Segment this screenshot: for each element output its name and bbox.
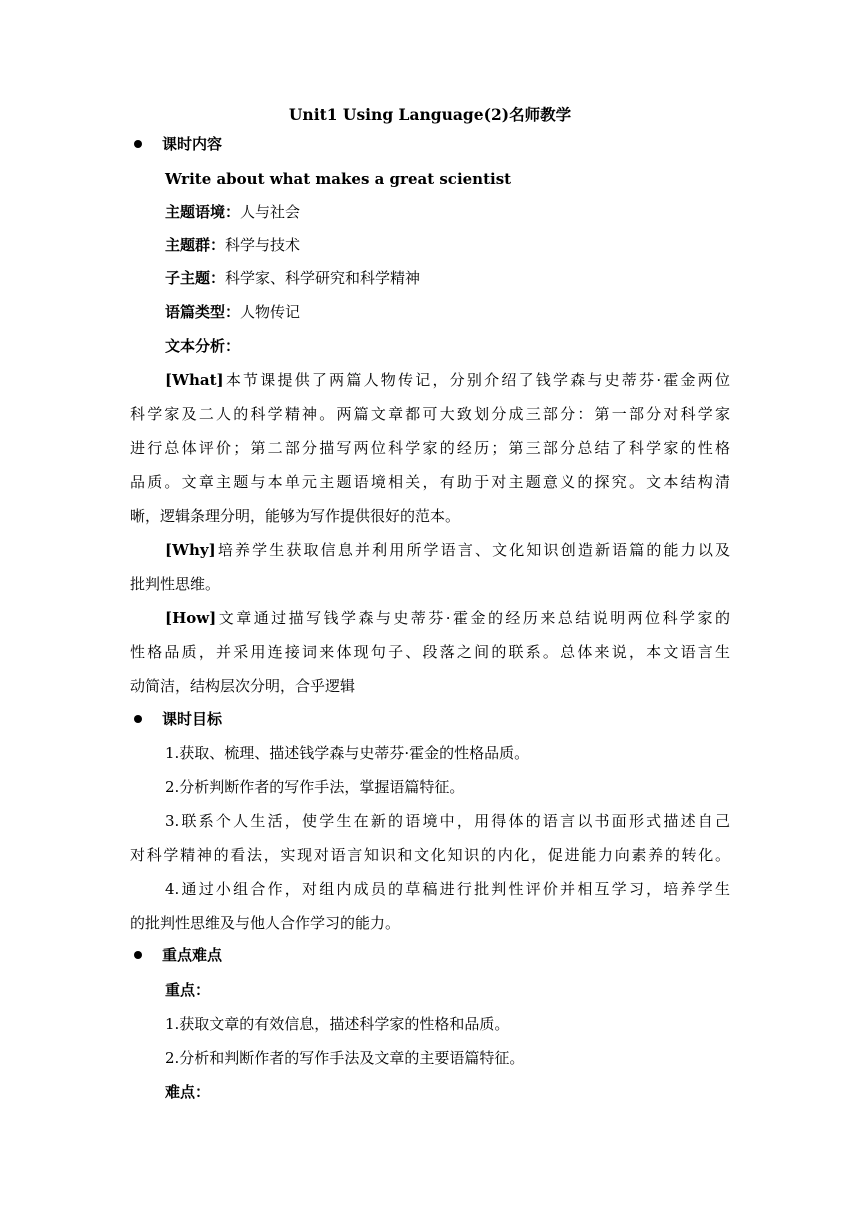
topic-subtitle: Write about what makes a great scientist	[165, 170, 512, 188]
goal-item-cont: 的批判性思维及与他人合作学习的能力。	[130, 914, 401, 932]
bullet-icon	[134, 140, 142, 148]
field-subtheme	[165, 267, 730, 289]
analysis-label: 文本分析：	[165, 337, 241, 355]
goal-item: 2.分析判断作者的写作手法，掌握语篇特征。	[165, 778, 465, 796]
how-paragraph-line: 性格品质，并采用连接词来体现句子、段落之间的联系。总体来说，本文语言生	[130, 643, 730, 661]
why-tag: [Why]	[165, 541, 216, 559]
difficulty-label: 难点：	[165, 1083, 211, 1101]
goal-item: 3.联系个人生活，使学生在新的语境中，用得体的语言以书面形式描述自己	[165, 812, 730, 830]
paragraph-text: 文章通过描写钱学森与史蒂芬·霍金的经历来总结说明两位科学家的	[216, 609, 730, 627]
field-value: 人与社会	[240, 203, 301, 221]
what-tag: [What]	[165, 371, 224, 389]
why-paragraph-line: 批判性思维。	[130, 575, 221, 593]
bullet-icon	[134, 951, 142, 959]
goal-item: 4.通过小组合作，对组内成员的草稿进行批判性评价并相互学习，培养学生	[165, 880, 730, 898]
field-value: 科学与技术	[225, 236, 301, 254]
field-value: 人物传记	[240, 303, 301, 321]
field-label: 子主题：	[165, 269, 226, 287]
what-paragraph-line: 进行总体评价；第二部分描写两位科学家的经历；第三部分总结了科学家的性格	[130, 439, 730, 457]
field-value: 科学家、科学研究和科学精神	[225, 269, 421, 287]
bullet-icon	[134, 715, 142, 723]
what-paragraph-line	[165, 369, 730, 391]
field-group	[165, 234, 730, 256]
field-text-type	[165, 301, 730, 323]
key-item: 1.获取文章的有效信息，描述科学家的性格和品质。	[165, 1015, 510, 1033]
document-title: Unit1 Using Language(2)名师教学	[288, 105, 572, 124]
key-label: 重点：	[165, 981, 211, 999]
section-heading-keypoints: 重点难点	[162, 946, 223, 964]
goal-item: 1.获取、梳理、描述钱学森与史蒂芬·霍金的性格品质。	[165, 744, 530, 762]
why-paragraph-line	[165, 539, 730, 561]
paragraph-text: 培养学生获取信息并利用所学语言、文化知识创造新语篇的能力以及	[215, 541, 730, 559]
section-heading-content: 课时内容	[162, 135, 223, 153]
section-heading-goals: 课时目标	[162, 710, 223, 728]
key-item: 2.分析和判断作者的写作手法及文章的主要语篇特征。	[165, 1049, 525, 1067]
what-paragraph-line: 晰，逻辑条理分明，能够为写作提供很好的范本。	[130, 507, 461, 525]
field-label: 主题语境：	[165, 203, 241, 221]
what-paragraph-line: 科学家及二人的科学精神。两篇文章都可大致划分成三部分：第一部分对科学家	[130, 405, 730, 423]
how-tag: [How]	[165, 609, 217, 627]
goal-item-cont: 对科学精神的看法，实现对语言知识和文化知识的内化，促进能力向素养的转化。	[130, 846, 730, 864]
how-paragraph-line: 动简洁，结构层次分明，合乎逻辑	[130, 677, 356, 695]
field-context	[165, 201, 730, 223]
field-label: 语篇类型：	[165, 303, 241, 321]
what-paragraph-line: 品质。文章主题与本单元主题语境相关，有助于对主题意义的探究。文本结构清	[130, 473, 730, 491]
paragraph-text: 本节课提供了两篇人物传记，分别介绍了钱学森与史蒂芬·霍金两位	[223, 371, 730, 389]
field-label: 主题群：	[165, 236, 226, 254]
how-paragraph-line	[165, 607, 730, 629]
